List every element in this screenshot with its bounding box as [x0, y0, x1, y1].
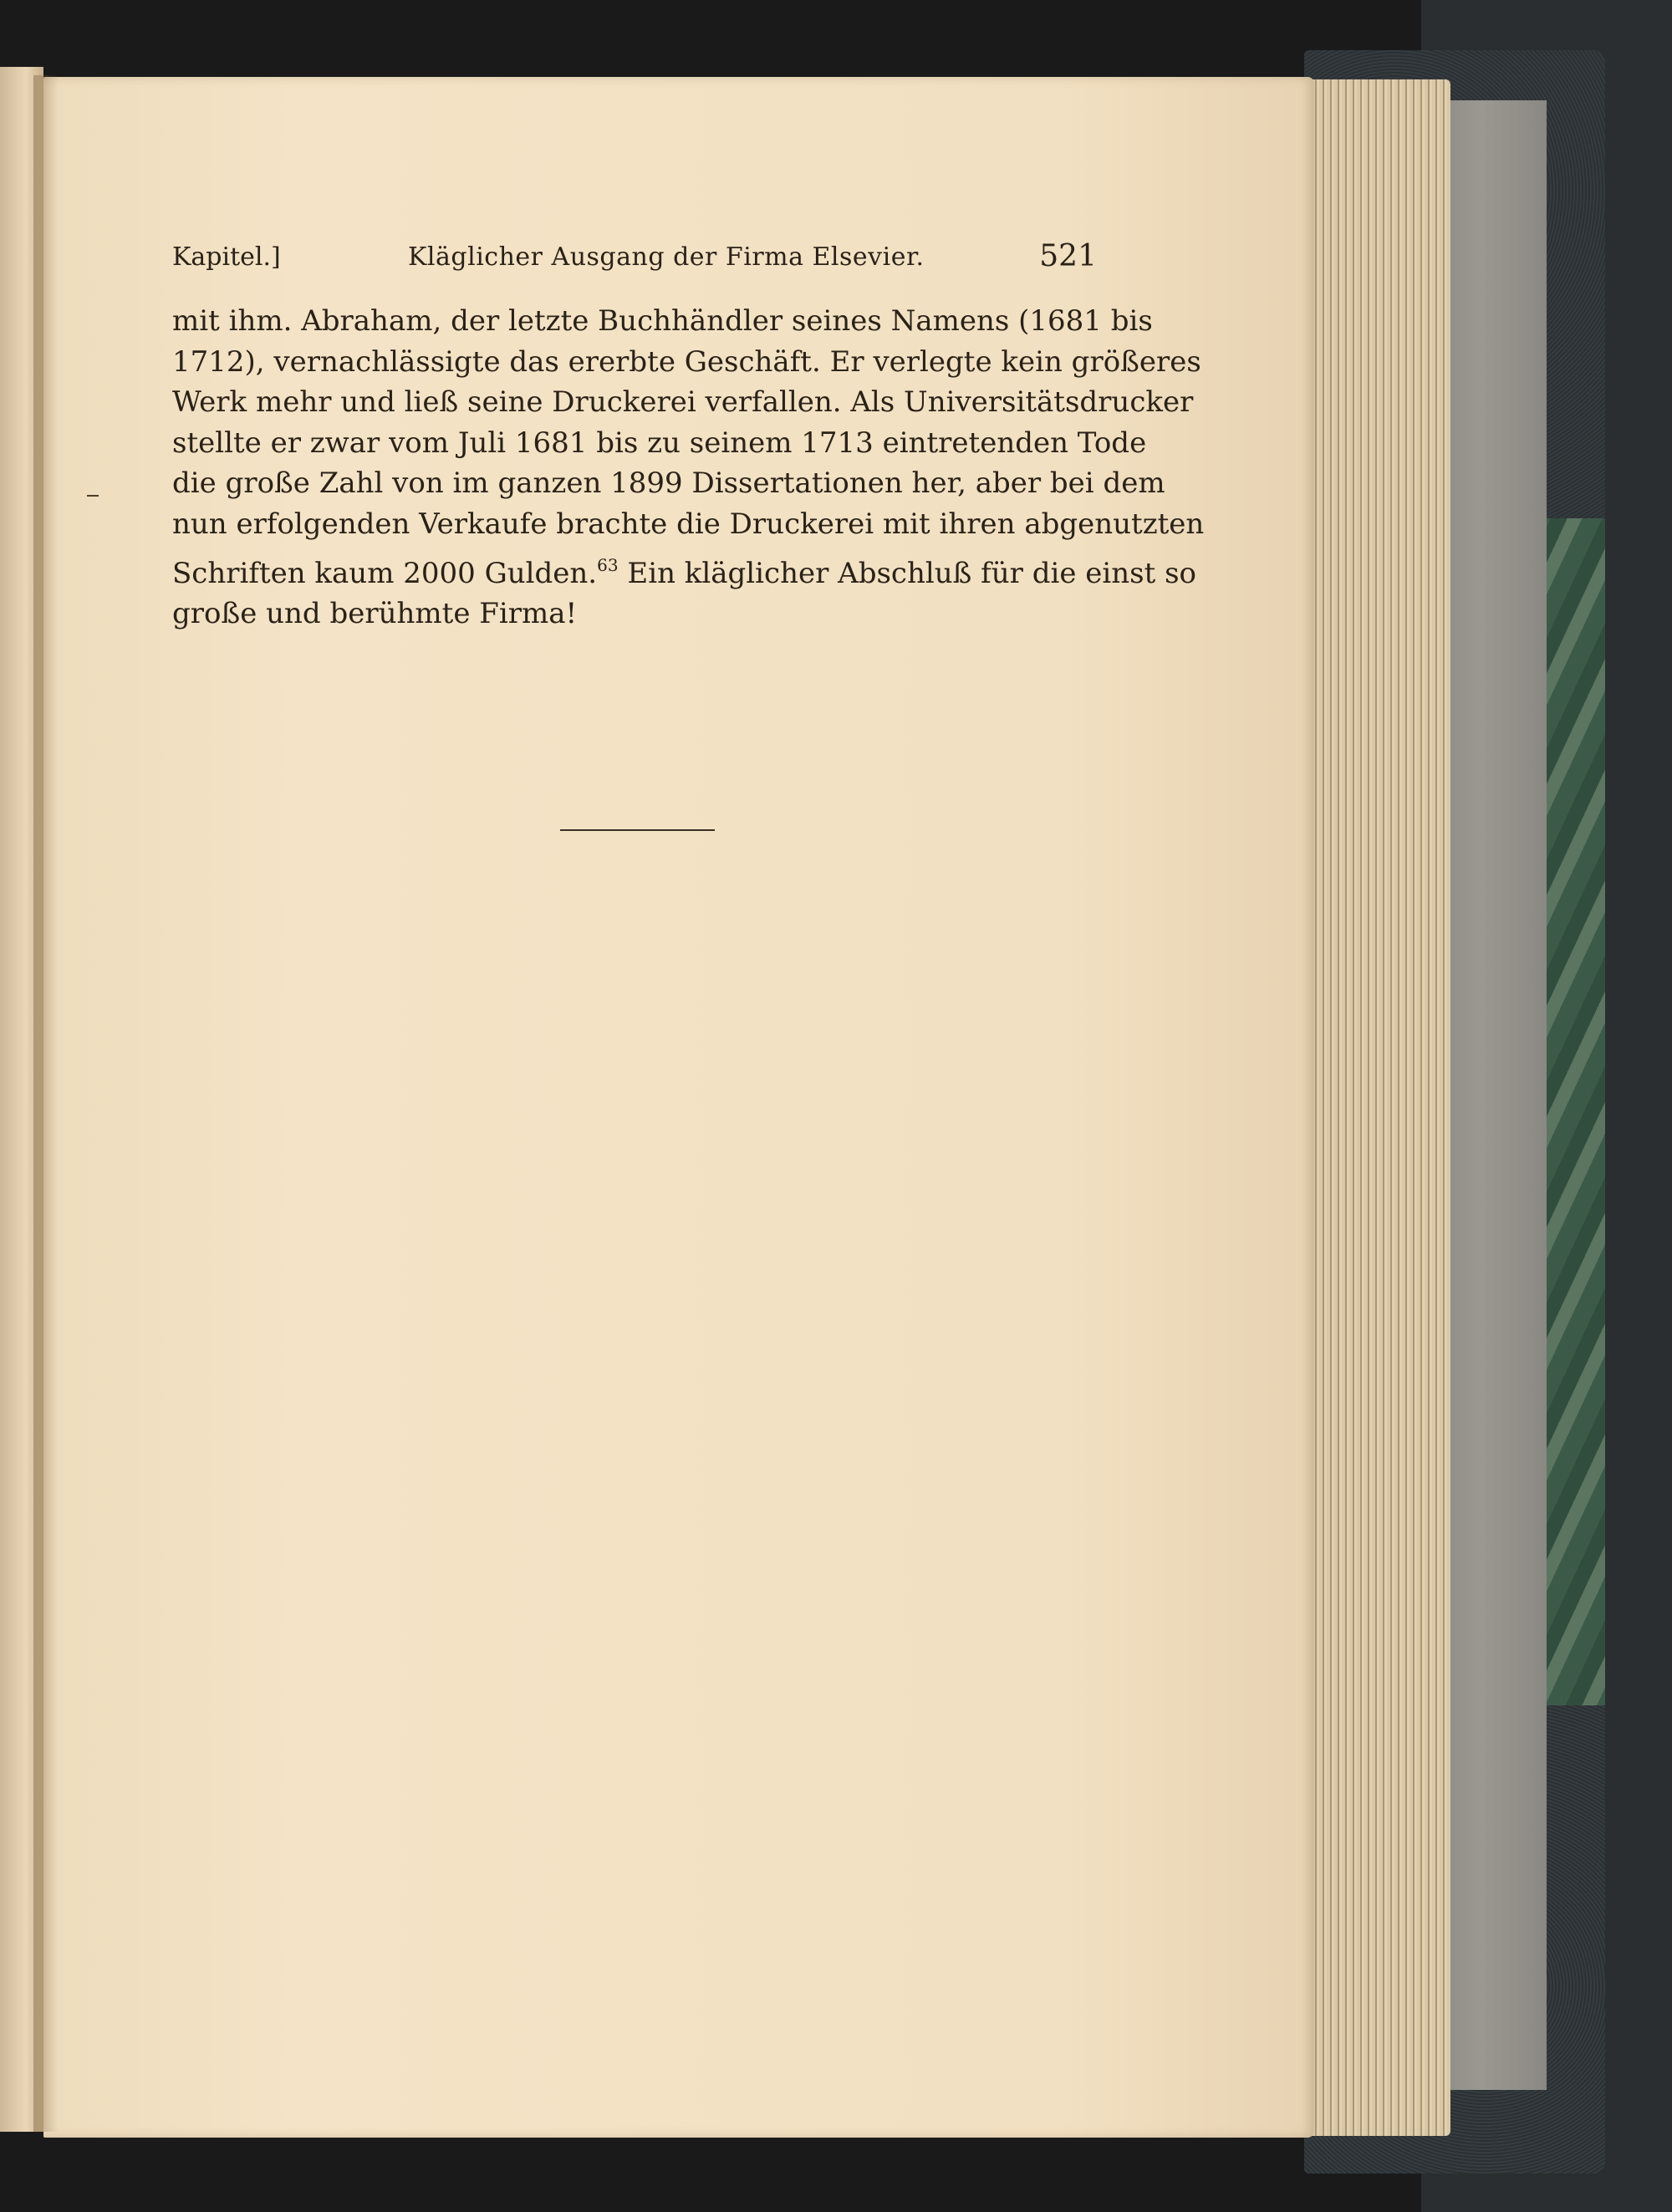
text-line: Werk mehr und ließ seine Druckerei verfallen. Als Universitätsdrucker [172, 385, 1194, 420]
text-line: die große Zahl von im ganzen 1899 Dissertationen her, aber bei dem [172, 466, 1165, 501]
text-segment: Ein kläglicher Abschluß für die einst so [627, 556, 1196, 590]
text-line-with-footnote [172, 545, 1196, 594]
section-end-rule [560, 829, 715, 831]
page-number: 521 [1039, 239, 1097, 273]
text-line: nun erfolgenden Verkaufe brachte die Druckerei mit ihren abgenutzten [172, 507, 1205, 541]
running-head-title: Kläglicher Ausgang der Firma Elsevier. [408, 242, 925, 272]
endpaper [1438, 100, 1547, 2090]
page-gutter-shadow [33, 75, 59, 2132]
text-line: mit ihm. Abraham, der letzte Buchhändler seines Namens (1681 bis [172, 304, 1153, 338]
running-head-chapter: Kapitel.] [172, 242, 281, 272]
body-paragraph [172, 301, 1205, 635]
running-head [172, 239, 1097, 276]
text-segment: Schriften kaum 2000 Gulden. [172, 556, 598, 590]
text-line: große und berühmte Firma! [172, 597, 578, 631]
margin-mark [87, 495, 99, 497]
footnote-reference: 63 [597, 554, 619, 575]
page-edges [1304, 79, 1450, 2136]
text-line: 1712), vernachlässigte das ererbte Geschäft. Er verlegte kein größeres [172, 344, 1201, 379]
text-line: stellte er zwar vom Juli 1681 bis zu seinem 1713 eintretenden Tode [172, 426, 1147, 460]
